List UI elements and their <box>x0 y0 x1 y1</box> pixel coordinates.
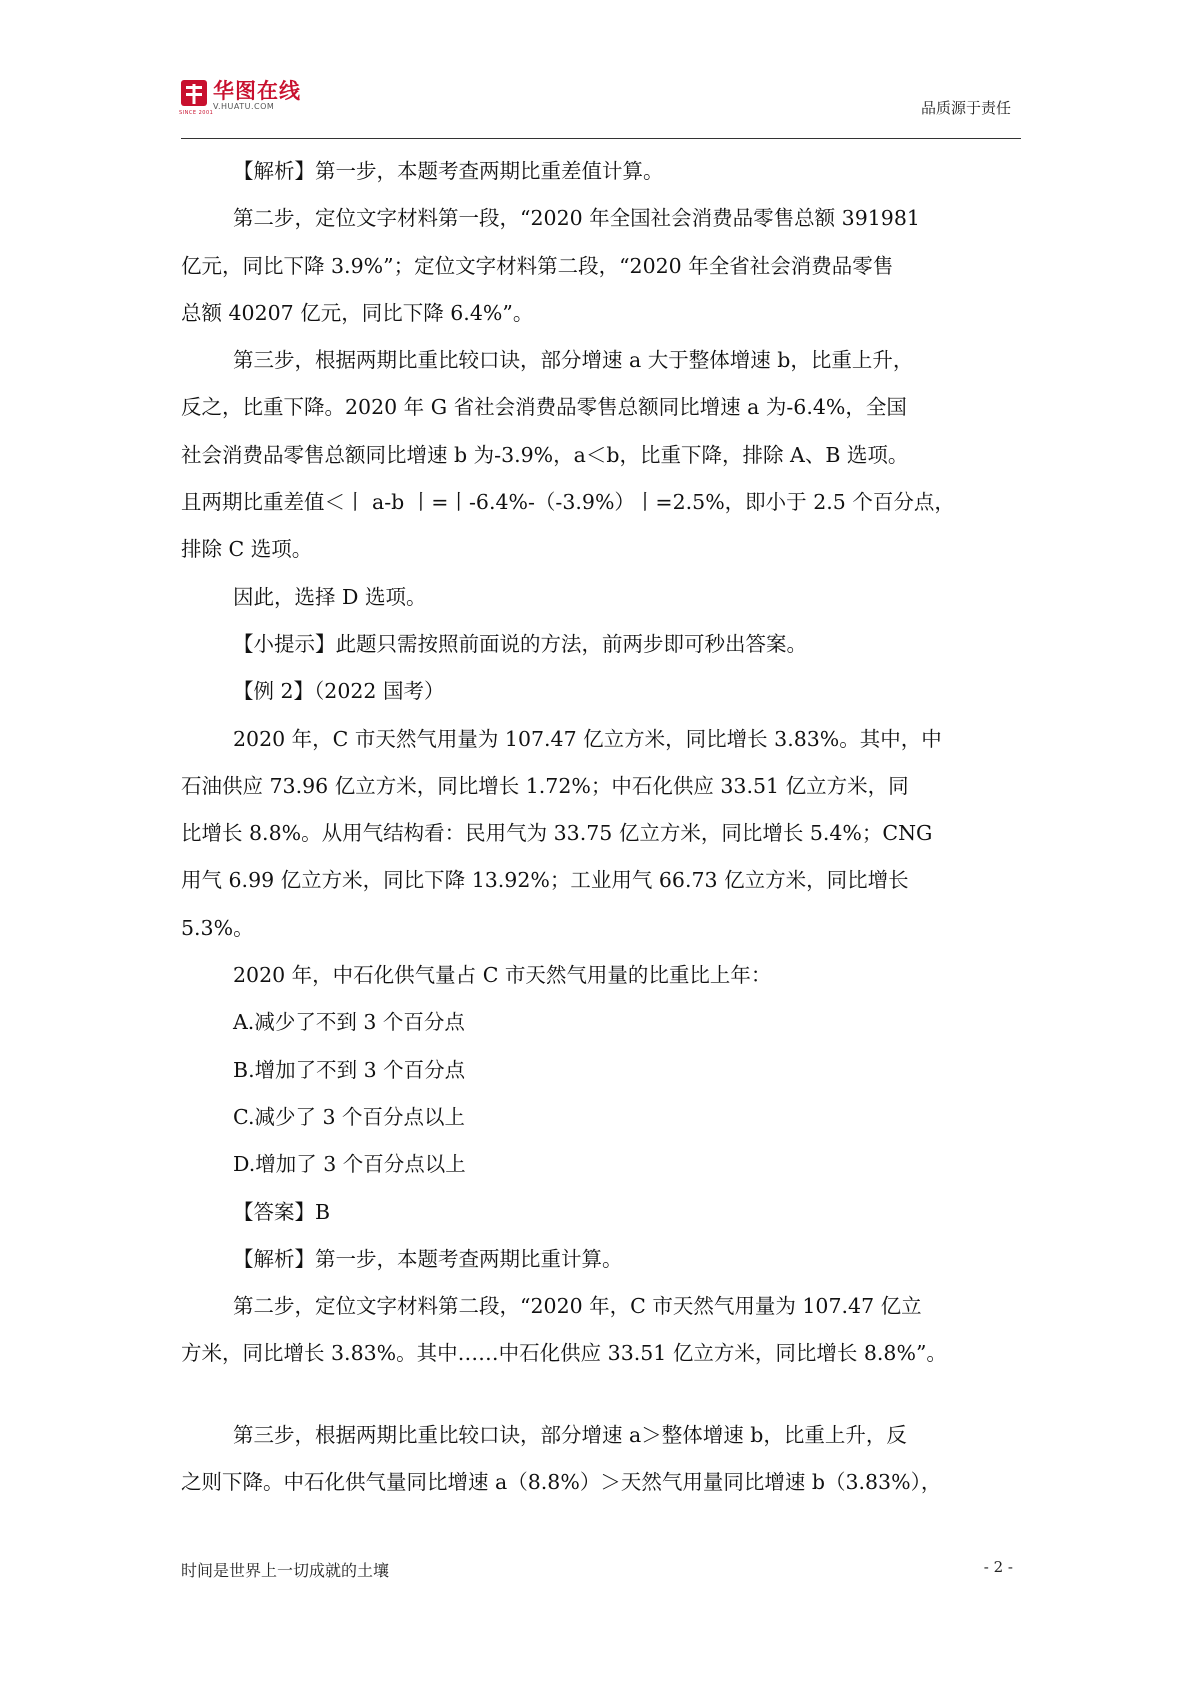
body-line: 因此，选择 D 选项。 <box>233 584 427 609</box>
footer-motto: 时间是世界上一切成就的土壤 <box>181 1561 390 1580</box>
body-line: 第二步，定位文字材料第一段，“2020 年全国社会消费品零售总额 391981 <box>233 206 920 231</box>
logo-since-text: SINCE 2001 <box>179 110 214 116</box>
body-line: 社会消费品零售总额同比增速 b 为-3.9%，a＜b，比重下降，排除 A、B 选项。 <box>181 442 909 467</box>
body-line: 第三步，根据两期比重比较口诀，部分增速 a 大于整体增速 b，比重上升， <box>233 348 914 373</box>
example-heading: 【例 2】（2022 国考） <box>233 679 445 704</box>
body-line: 用气 6.99 亿立方米，同比下降 13.92%；工业用气 66.73 亿立方米，同比增长 <box>181 868 909 893</box>
page-footer <box>181 1558 1021 1582</box>
body-line: 亿元，同比下降 3.9%”；定位文字材料第二段，“2020 年全省社会消费品零售 <box>181 253 894 278</box>
body-line: 2020 年，C 市天然气用量为 107.47 亿立方米，同比增长 3.83%。其中，中 <box>233 726 942 751</box>
page-number: - 2 - <box>983 1558 1013 1576</box>
huatu-logo <box>179 79 301 116</box>
body-line: 比增长 8.8%。从用气结构看：民用气为 33.75 亿立方米，同比增长 5.4%；CNG <box>181 821 933 846</box>
page-header <box>181 76 1021 140</box>
option-d: D.增加了 3 个百分点以上 <box>233 1152 466 1177</box>
logo-url: V.HUATU.COM <box>213 102 275 111</box>
option-c: C.减少了 3 个百分点以上 <box>233 1104 466 1129</box>
body-line: 【小提示】此题只需按照前面说的方法，前两步即可秒出答案。 <box>233 631 807 656</box>
paragraph-gap <box>181 1378 1021 1412</box>
option-b: B.增加了不到 3 个百分点 <box>233 1057 466 1082</box>
body-line: 【解析】第一步，本题考查两期比重计算。 <box>233 1246 623 1271</box>
body-line: 排除 C 选项。 <box>181 537 313 562</box>
logo-name: 华图在线 <box>213 79 301 103</box>
document-body <box>181 148 1021 1506</box>
body-line: 5.3%。 <box>181 915 254 940</box>
option-a: A.减少了不到 3 个百分点 <box>233 1010 465 1035</box>
huatu-logo-icon <box>179 80 214 116</box>
body-line: 之则下降。中石化供气量同比增速 a（8.8%）＞天然气用量同比增速 b（3.83%）， <box>181 1470 942 1495</box>
body-line: 反之，比重下降。2020 年 G 省社会消费品零售总额同比增速 a 为-6.4%，全国 <box>181 395 907 420</box>
body-line: 石油供应 73.96 亿立方米，同比增长 1.72%；中石化供应 33.51 亿立方米，同 <box>181 773 909 798</box>
body-line: 第二步，定位文字材料第二段，“2020 年，C 市天然气用量为 107.47 亿立 <box>233 1294 922 1319</box>
body-line: 且两期比重差值＜丨 a-b 丨=丨-6.4%-（-3.9%）丨=2.5%，即小于 2.5 个百分点， <box>181 490 955 515</box>
body-line: 第三步，根据两期比重比较口诀，部分增速 a＞整体增速 b，比重上升，反 <box>233 1422 907 1447</box>
body-line: 总额 40207 亿元，同比下降 6.4%”。 <box>181 300 534 325</box>
answer-line: 【答案】B <box>233 1199 331 1224</box>
body-line: 方米，同比增长 3.83%。其中……中石化供应 33.51 亿立方米，同比增长 8.8%”。 <box>181 1341 947 1366</box>
question-stem: 2020 年，中石化供气量占 C 市天然气用量的比重比上年： <box>233 963 772 988</box>
body-line: 【解析】第一步，本题考查两期比重差值计算。 <box>233 159 664 183</box>
header-divider <box>181 138 1021 139</box>
header-slogan: 品质源于责任 <box>920 99 1011 117</box>
